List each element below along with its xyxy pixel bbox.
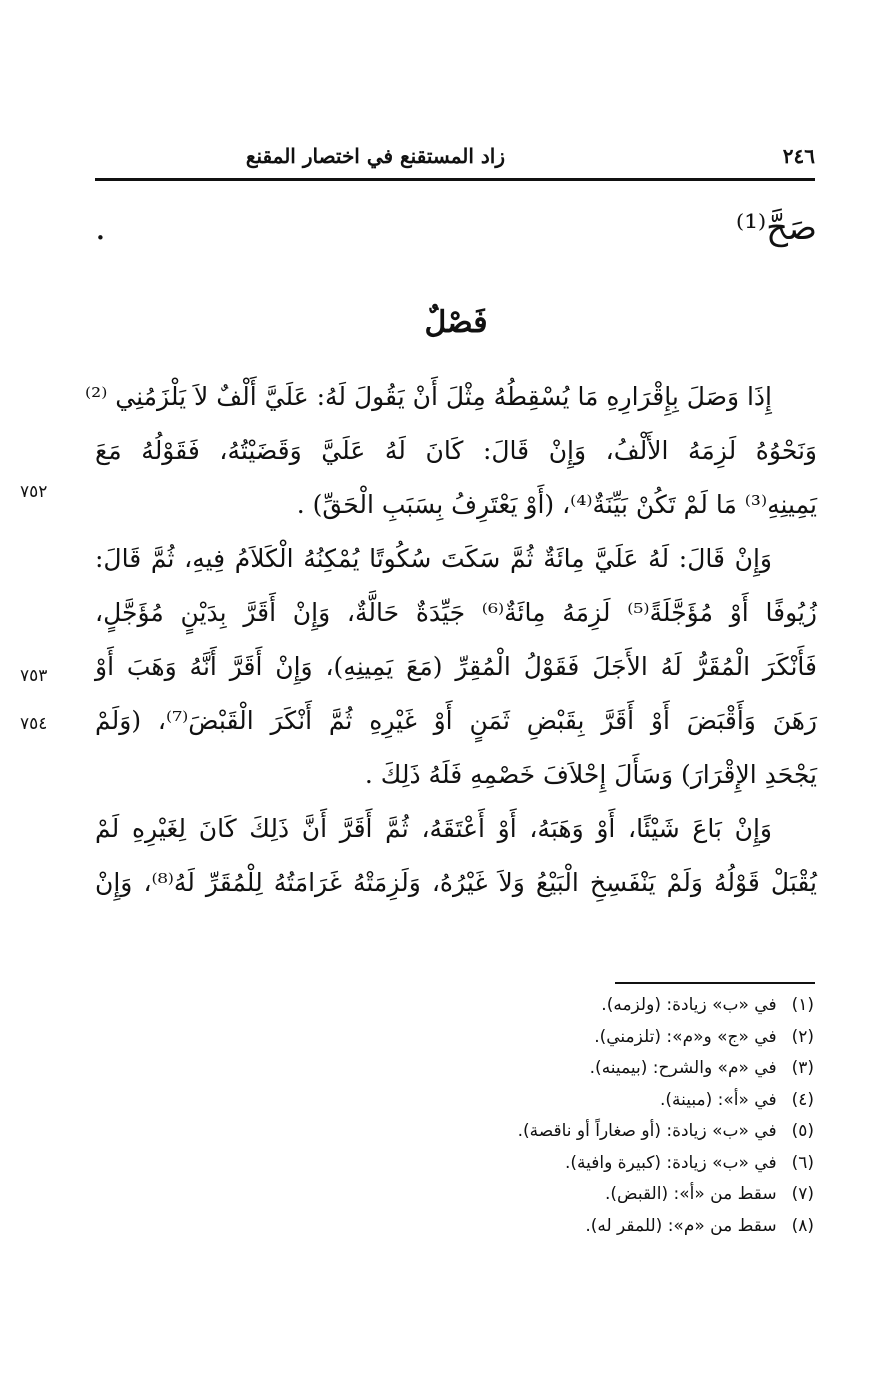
section-heading: فَصْلٌ <box>424 305 488 340</box>
text-line: يَجْحَدِ الإِقْرَارَ) وَسَأَلَ إِحْلاَفَ خَصْمِهِ فَلَهُ ذَلِكَ . <box>364 760 817 789</box>
footnote-text: سقط من «م»: (للمقر له). <box>585 1215 777 1236</box>
footnote-text: في «م» والشرح: (بيمينه). <box>589 1058 777 1078</box>
book-title: زاد المستقنع في اختصار المقنع <box>245 144 505 168</box>
footnote-number: (٢) <box>791 1026 814 1047</box>
footnote-text: في «ب» زيادة: (كبيرة وافية). <box>564 1152 777 1173</box>
footnote-number: (٤) <box>791 1089 814 1110</box>
footnote-rule <box>615 982 815 984</box>
margin-number: ٧٥٤ <box>20 714 48 734</box>
margin-number: ٧٥٢ <box>20 482 48 502</box>
footnote-number: (٦) <box>791 1152 814 1173</box>
text-line: زُيُوفًا أَوْ مُؤَجَّلَةً⁽⁵⁾ لَزِمَهُ مِائَةٌ⁽⁶⁾ جَيِّدَةٌ حَالَّةٌ، وَإِنْ أَقَرَّ بِدَيْنٍ مُؤَجَّلٍ، <box>95 598 818 627</box>
footnote-text: في «ب» زيادة: (أو صغاراً أو ناقصة). <box>517 1121 777 1141</box>
footnote-number: (٧) <box>791 1184 814 1204</box>
footnote <box>114 1085 814 1117</box>
margin-number: ٧٥٣ <box>20 666 48 686</box>
text-line: يُقْبَلْ قَوْلُهُ وَلَمْ يَنْفَسِخِ الْبَيْعُ وَلاَ غَيْرُهُ، وَلَزِمَتْهُ غَرَامَتُهُ لِلْمُقَرِّ لَهُ⁽⁸⁾، وَإِنْ <box>95 868 817 897</box>
footnote-text: في «ب» زيادة: (ولزمه). <box>601 995 777 1015</box>
text-line: وَإِنْ بَاعَ شَيْئًا، أَوْ وَهَبَهُ، أَوْ أَعْتَقَهُ، ثُمَّ أَقَرَّ أَنَّ ذَلِكَ كَانَ لِغَيْرِهِ لَمْ <box>95 814 772 843</box>
text-line: إِذَا وَصَلَ بِإِقْرَارِهِ مَا يُسْقِطُهُ مِثْلَ أَنْ يَقُولَ لَهُ: عَلَيَّ أَلْفٌ لاَ يَلْزَمُنِي ⁽²⁾ <box>85 382 772 411</box>
footnote-text: في «أ»: (مبينة). <box>659 1089 777 1110</box>
footnote <box>114 1148 814 1180</box>
text-line: رَهَنَ وَأَقْبَضَ أَوْ أَقَرَّ بِقَبْضِ ثَمَنٍ أَوْ غَيْرِهِ ثُمَّ أَنْكَرَ الْقَبْضَ⁽⁷⁾، (وَلَمْ <box>95 706 817 735</box>
page-number: ٢٤٦ <box>782 144 815 168</box>
footnote-text: سقط من «أ»: (القبض). <box>604 1184 777 1204</box>
footnote <box>114 1022 814 1054</box>
footnote-number: (٨) <box>791 1215 814 1236</box>
text-line: يَمِينِهِ⁽³⁾ مَا لَمْ تَكُنْ بَيِّنَةٌ⁽⁴⁾، (أَوْ يَعْتَرِفُ بِسَبَبِ الْحَقِّ) . <box>296 490 817 519</box>
footnote <box>114 990 814 1022</box>
footnote-number: (٥) <box>791 1121 814 1141</box>
opening-line: صَحَّ⁽¹⁾ . <box>95 208 817 248</box>
footnote-text: في «ج» و«م»: (تلزمني). <box>594 1026 777 1047</box>
page-header <box>95 140 815 181</box>
footnote <box>114 1053 814 1085</box>
main-text <box>85 198 818 910</box>
footnote <box>114 1116 814 1148</box>
footnote <box>114 1211 814 1243</box>
footnote <box>114 1179 814 1211</box>
text-line: وَإِنْ قَالَ: لَهُ عَلَيَّ مِائَةٌ ثُمَّ سَكَتَ سُكُوتًا يُمْكِنُهُ الْكَلاَمُ فِيهِ، ثُمَّ قَالَ: <box>95 544 772 573</box>
footnote-number: (٣) <box>791 1058 814 1078</box>
text-line: فَأَنْكَرَ الْمُقَرُّ لَهُ الأَجَلَ فَقَوْلُ الْمُقِرِّ (مَعَ يَمِينِهِ)، وَإِنْ أَقَرَّ أَنَّهُ وَهَبَ أَوْ <box>95 652 817 681</box>
footnote-number: (١) <box>791 995 814 1015</box>
text-line: وَنَحْوُهُ لَزِمَهُ الأَلْفُ، وَإِنْ قَالَ: كَانَ لَهُ عَلَيَّ وَقَضَيْتُهُ، فَقَوْلُهُ مَعَ <box>95 436 817 465</box>
footnotes <box>114 990 814 1242</box>
